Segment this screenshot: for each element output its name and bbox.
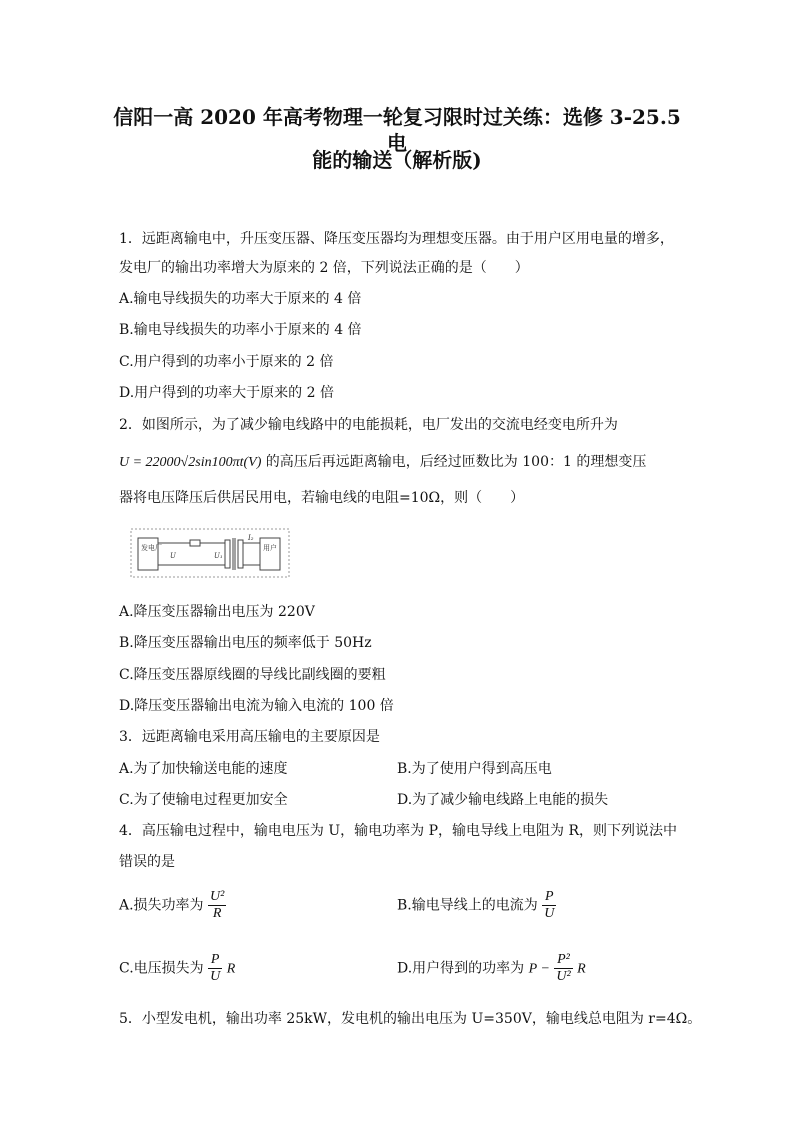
document-title-line-2: 能的输送（解析版) [312, 148, 482, 172]
transmission-circuit-figure [130, 528, 290, 578]
q3-option-b: B.为了使用户得到高压电 [397, 761, 552, 777]
generator-box [138, 538, 158, 570]
q2-stem-line-3: 器将电压降压后供居民用电，若输电线的电阻=10Ω，则（ ） [119, 490, 525, 506]
q4-stem-line-1: 4．高压输电过程中，输电电压为 U，输电功率为 P，输电导线上电阻为 R，则下列说法中 [119, 823, 678, 839]
q4-option-d-tail: R [577, 961, 586, 977]
transformer-primary [225, 540, 230, 568]
q4-option-a-label: A.损失功率为 [119, 897, 204, 914]
q4-stem-line-2: 错误的是 [119, 854, 175, 870]
q4-option-c-fraction: $\frac{P}{U}$ [210, 952, 221, 984]
line-resistor [190, 540, 200, 546]
q4-option-c [119, 952, 235, 985]
q3-stem: 3．远距离输电采用高压输电的主要原因是 [119, 729, 380, 745]
q2-stem-line-1: 2．如图所示，为了减少输电线路中的电能损耗，电厂发出的交流电经变电所升为 [119, 417, 618, 433]
q4-option-d-head: P − [528, 961, 550, 977]
q2-formula: U = 22000√2sin100πt(V) [119, 455, 262, 470]
q4-option-b-fraction: $\frac{P}{U}$ [544, 889, 555, 921]
user-label: 用户 [263, 544, 277, 552]
q4-option-c-tail: R [226, 961, 236, 977]
q1-stem-line-2: 发电厂的输出功率增大为原来的 2 倍，下列说法正确的是（ ） [119, 260, 529, 276]
q4-option-d [397, 952, 586, 985]
svg-text:U₁: U₁ [214, 552, 223, 560]
q2-option-c: C.降压变压器原线圈的导线比副线圈的要粗 [119, 667, 386, 683]
q4-option-d-label: D.用户得到的功率为 [397, 960, 525, 977]
q5-stem-line-1: 5．小型发电机，输出功率 25kW，发电机的输出电压为 U=350V，输电线总电阻为 r=4Ω。 [119, 1011, 702, 1027]
q4-option-c-label: C.电压损失为 [119, 960, 204, 977]
q4-option-a [119, 889, 226, 922]
q4-option-d-fraction: $\frac{\text{P²}}{\text{U²}}$ [556, 952, 571, 984]
q1-option-a: A.输电导线损失的功率大于原来的 4 倍 [119, 291, 362, 307]
q2-stem-line-2-text: 的高压后再远距离输电，后经过匝数比为 100：1 的理想变压 [261, 454, 647, 470]
document-title-line-1: 信阳一高 2020 年高考物理一轮复习限时过关练：选修 3-25.5 电 [113, 105, 681, 155]
transformer-secondary [238, 540, 243, 568]
q4-option-b [397, 889, 556, 922]
q2-option-b: B.降压变压器输出电压的频率低于 50Hz [119, 635, 372, 651]
circuit-diagram [130, 528, 290, 578]
svg-text:U: U [170, 552, 176, 560]
q3-option-a: A.为了加快输送电能的速度 [119, 761, 288, 777]
q2-option-a: A.降压变压器输出电压为 220V [119, 604, 315, 620]
q3-option-d: D.为了减少输电线路上电能的损失 [397, 792, 609, 808]
q1-option-b: B.输电导线损失的功率小于原来的 4 倍 [119, 322, 362, 338]
generator-label: 发电厂 [141, 544, 162, 552]
q3-option-c: C.为了使输电过程更加安全 [119, 792, 288, 808]
q1-stem-line-1: 1．远距离输电中，升压变压器、降压变压器均为理想变压器。由于用户区用电量的增多， [119, 231, 674, 247]
q1-option-d: D.用户得到的功率大于原来的 2 倍 [119, 385, 334, 401]
q2-option-d: D.降压变压器输出电流为输入电流的 100 倍 [119, 698, 394, 714]
q2-stem-line-2 [119, 453, 646, 472]
user-box [260, 538, 280, 570]
q4-option-b-label: B.输电导线上的电流为 [397, 897, 538, 914]
q4-option-a-fraction: $\frac{\text{U²}}{R}$ [210, 889, 225, 921]
q1-option-c: C.用户得到的功率小于原来的 2 倍 [119, 354, 334, 370]
svg-text:I₂: I₂ [248, 534, 254, 542]
